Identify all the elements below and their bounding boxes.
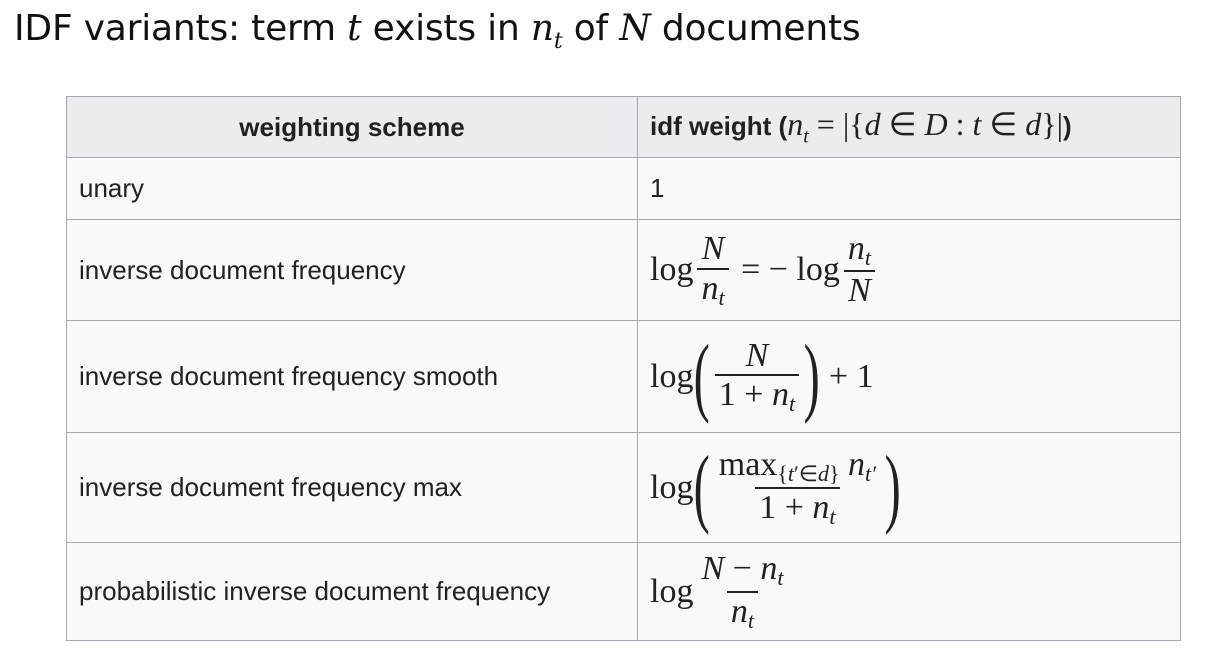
scheme-cell: inverse document frequency smooth	[67, 321, 638, 433]
idf-variants-table	[66, 96, 1181, 641]
formula-idf-max: log ( $\frac{\max_{\{t'\in d\}} n_{t'}}{1 + n_t}$ )	[650, 438, 901, 536]
scheme-cell: inverse document frequency	[67, 220, 638, 321]
formula-prob-idf: log $\frac{N - n_t}{n_t}$	[650, 550, 784, 633]
weight-cell	[638, 433, 1181, 543]
scheme-cell: unary	[67, 158, 638, 220]
scheme-cell: probabilistic inverse document frequency	[67, 543, 638, 641]
header-idf-weight-formula: $n_t = |\{d$ ∈ D : t ∈ d}|	[787, 106, 1063, 148]
scheme-cell: inverse document frequency max	[67, 433, 638, 543]
formula-idf: log $\frac{N}{n_t}$ = − log $\frac{n_t}{N}$	[650, 230, 879, 310]
table-row	[67, 543, 1181, 641]
table-row	[67, 321, 1181, 433]
header-weighting-scheme: weighting scheme	[67, 97, 638, 158]
table-row	[67, 220, 1181, 321]
weight-cell	[638, 220, 1181, 321]
weight-cell	[638, 321, 1181, 433]
table-row	[67, 158, 1181, 220]
weight-cell: 1	[638, 158, 1181, 220]
formula-idf-smooth: log ( $\frac{N}{1 + n_t}$ ) + 1	[650, 327, 874, 425]
page-title: IDF variants: term t exists in $n_t$ of N documents	[14, 8, 861, 54]
header-idf-weight: idf weight ($n_t = |\{d$ ∈ D : t ∈ d}|)	[638, 97, 1181, 158]
table-row	[67, 433, 1181, 543]
table-header-row	[67, 97, 1181, 158]
weight-cell	[638, 543, 1181, 641]
